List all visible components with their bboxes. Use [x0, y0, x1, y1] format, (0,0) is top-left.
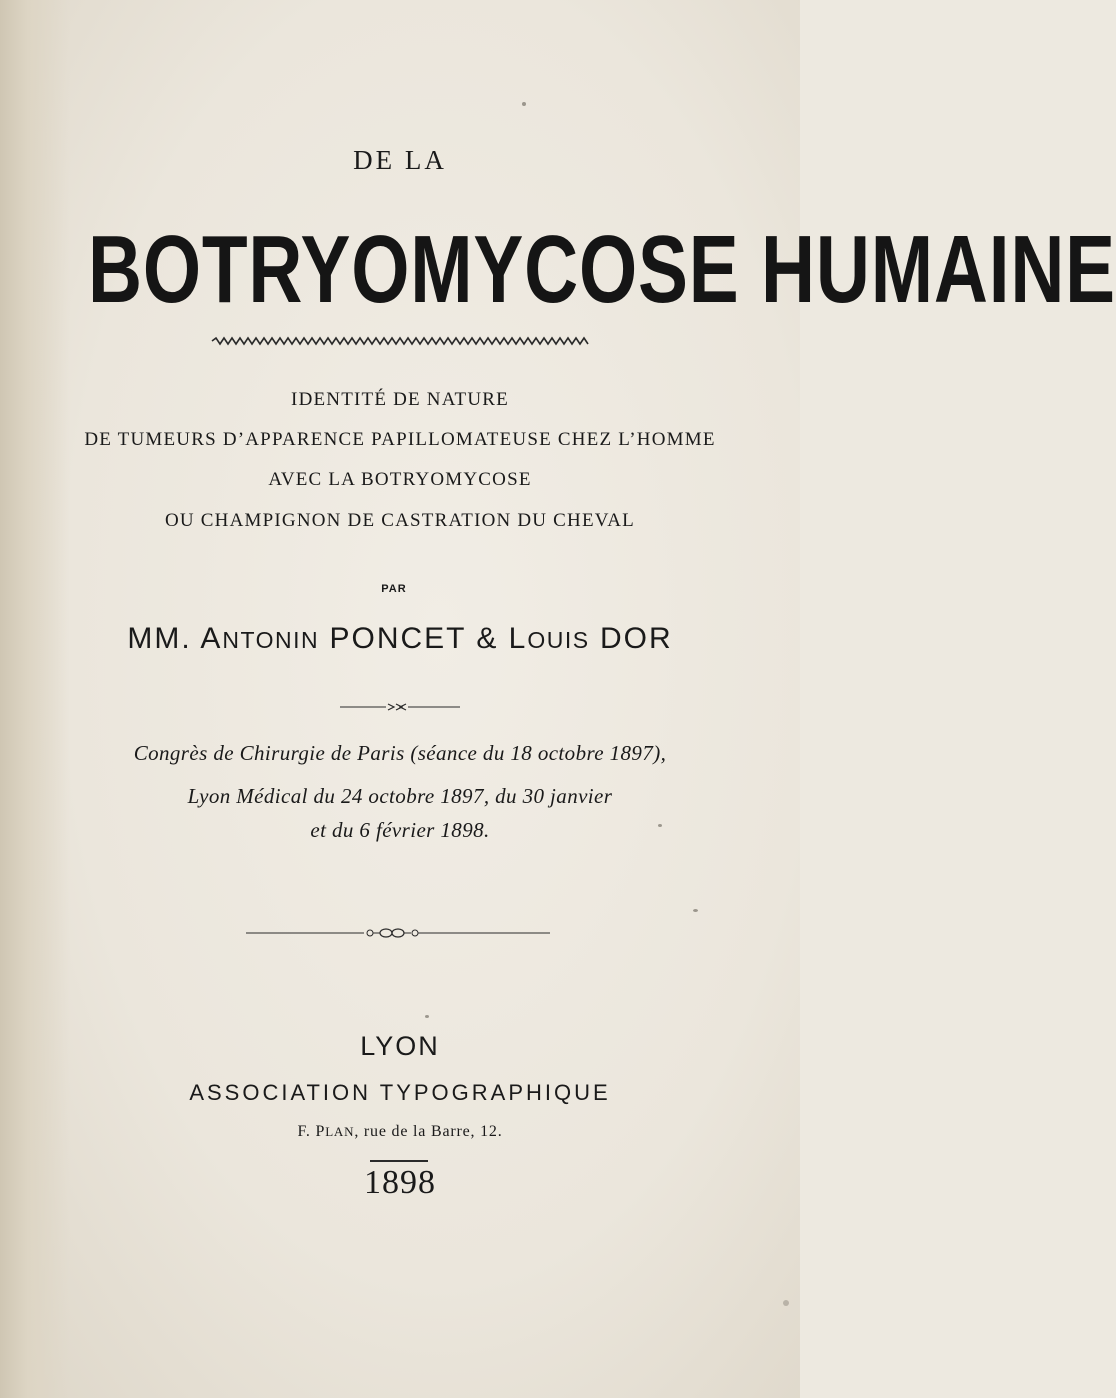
paper-speck	[783, 1300, 789, 1306]
imprint-publisher: ASSOCIATION TYPOGRAPHIQUE	[189, 1080, 611, 1105]
par-label: PAR	[381, 583, 407, 595]
small-separator-ornament	[340, 702, 460, 712]
subtitle-line-3: AVEC LA BOTRYOMYCOSE	[268, 469, 532, 490]
subtitle-line-1: IDENTITÉ DE NATURE	[291, 389, 509, 410]
wavy-ornament	[212, 335, 588, 347]
main-title: BOTRYOMYCOSE HUMAINE	[88, 216, 1116, 323]
author-1-first-name: ANTONIN	[200, 622, 320, 655]
author-1-surname: PONCET	[329, 622, 466, 655]
pre-title: DE LA	[353, 145, 447, 175]
paper-speck	[522, 102, 526, 106]
authors-line	[0, 622, 800, 656]
imprint-year: 1898	[364, 1164, 436, 1201]
subtitle-line-4: OU CHAMPIGNON DE CASTRATION DU CHEVAL	[165, 510, 635, 531]
reference-line-2: Lyon Médical du 24 octobre 1897, du 30 janvier	[187, 784, 613, 808]
subtitle-line-2: DE TUMEURS D’APPARENCE PAPILLOMATEUSE CHEZ L’HOMME	[84, 429, 716, 450]
paper-speck	[693, 909, 698, 912]
imprint-address: F. PLAN, rue de la Barre, 12.	[297, 1123, 503, 1140]
reference-line-1: Congrès de Chirurgie de Paris (séance du 18 octobre 1897),	[133, 741, 667, 765]
ampersand: &	[476, 622, 499, 655]
paper-speck	[658, 824, 662, 827]
year-rule	[370, 1160, 428, 1162]
imprint-city: LYON	[360, 1031, 440, 1061]
long-separator-ornament	[246, 927, 550, 939]
mm-label: MM.	[127, 622, 192, 655]
author-2-surname: DOR	[599, 622, 673, 655]
author-2-first-name: LOUIS	[508, 622, 590, 655]
reference-line-3: et du 6 février 1898.	[310, 818, 490, 842]
paper-speck	[425, 1015, 429, 1018]
